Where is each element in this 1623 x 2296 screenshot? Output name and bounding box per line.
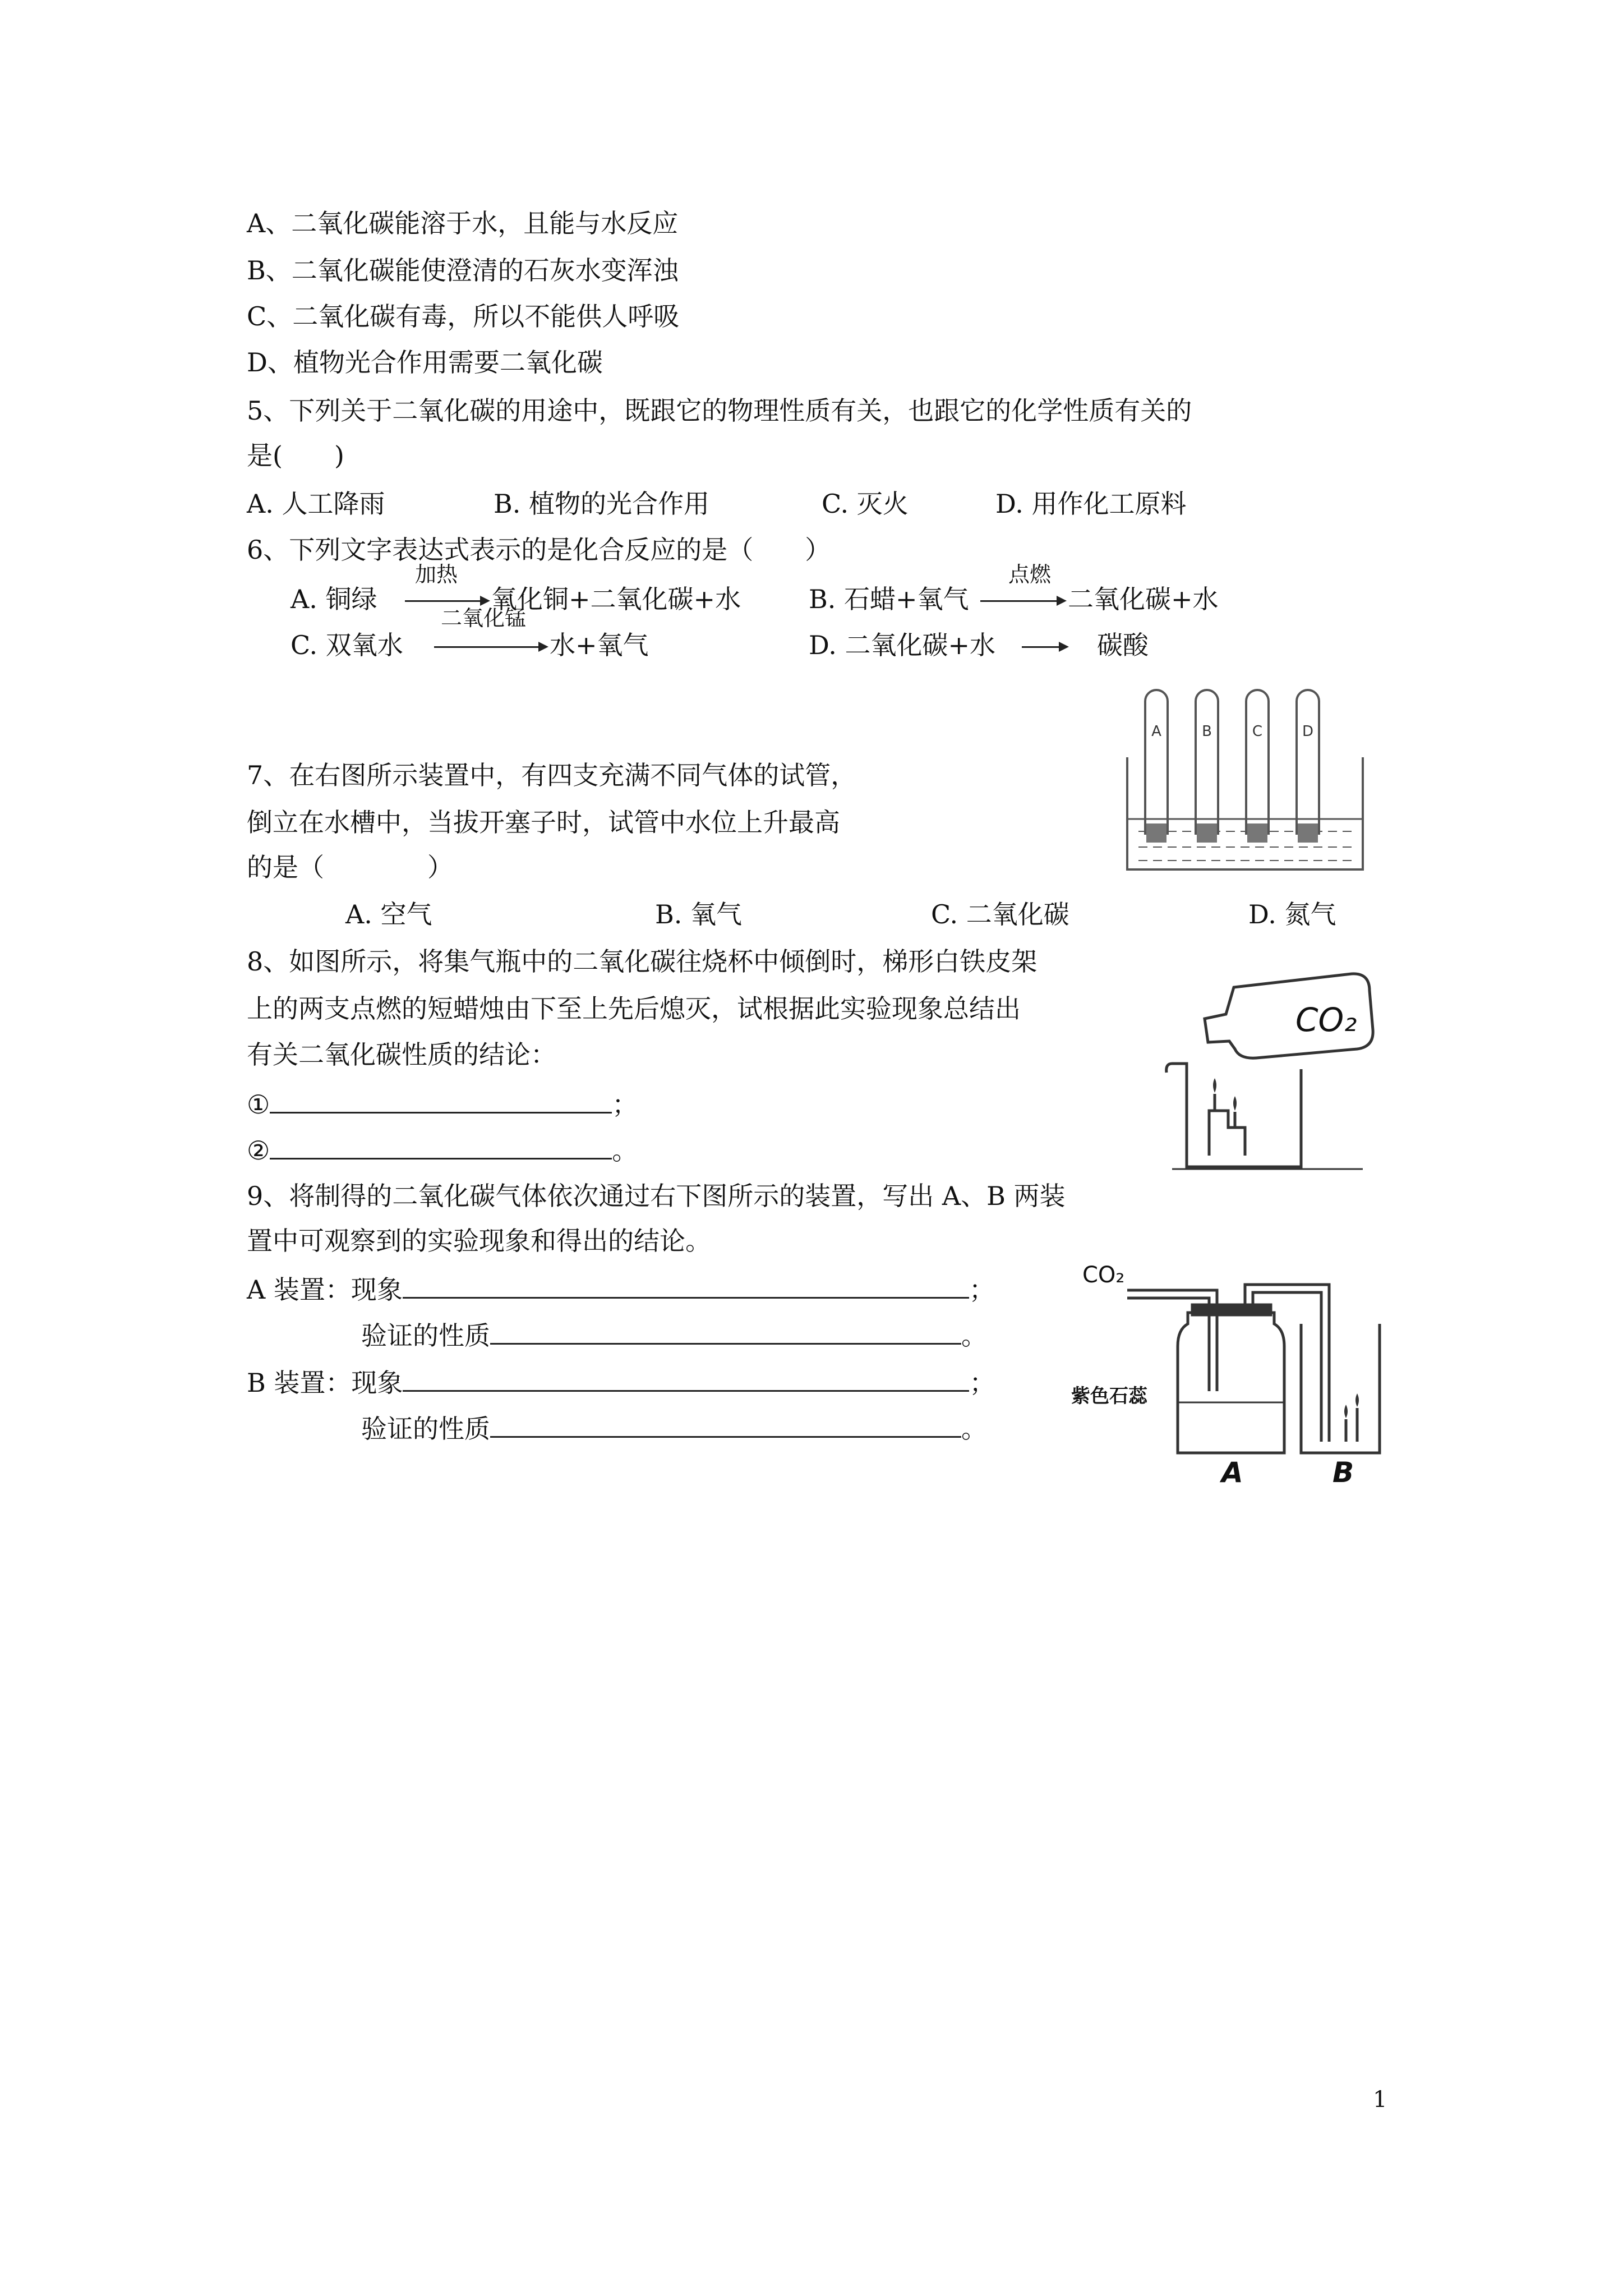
q9-fig-litmus-label: 紫色石蕊 [1071, 1385, 1147, 1407]
q8-stem-line3: 有关二氧化碳性质的结论： [247, 1039, 556, 1070]
q8-blank-1[interactable] [270, 1086, 612, 1114]
tube-label-a: A [1151, 723, 1161, 740]
page-number: 1 [1373, 2087, 1387, 2113]
q9-a-phenomenon-end: ； [969, 1274, 995, 1305]
q4-option-d: D、植物光合作用需要二氧化碳 [247, 347, 603, 378]
q7-stem-line1: 7、在右图所示装置中，有四支充满不同气体的试管， [247, 760, 857, 790]
q9-b-phenomenon-end: ； [969, 1368, 995, 1398]
q8-answer-1-marker: ① [247, 1089, 270, 1120]
q4-option-c: C、二氧化碳有毒，所以不能供人呼吸 [247, 301, 680, 332]
beaker-b-candle-high [1355, 1393, 1359, 1407]
q9-stem-line2: 置中可观察到的实验现象和得出的结论。 [247, 1226, 711, 1256]
q9-fig-co2-label: CO₂ [1082, 1262, 1125, 1288]
q5-option-b: B. 植物的光合作用 [494, 489, 710, 519]
candle-flame-high [1233, 1096, 1237, 1111]
q7-stem-line2: 倒立在水槽中，当拔开塞子时，试管中水位上升最高 [247, 807, 840, 838]
q6-stem: 6、下列文字表达式表示的是化合反应的是（ ） [247, 535, 831, 565]
q5-option-d: D. 用作化工原料 [995, 489, 1187, 519]
q9-stem-line1: 9、将制得的二氧化碳气体依次通过右下图所示的装置，写出 A、B 两装 [247, 1181, 1066, 1211]
q9-b-phenomenon-row[interactable] [247, 1364, 995, 1400]
q5-stem-line2: 是( ) [247, 440, 344, 471]
q9-fig-label-b: B [1332, 1456, 1354, 1487]
q5-option-c: C. 灭火 [822, 489, 909, 519]
tube-label-b: B [1202, 723, 1212, 740]
q8-answer-2-marker: ② [247, 1135, 270, 1166]
q8-answer-2-end: 。 [612, 1135, 638, 1166]
tube-label-d: D [1302, 723, 1314, 740]
q7-test-tube-figure [1116, 684, 1374, 875]
co2-bottle-label: CO₂ [1295, 1001, 1357, 1039]
q7-option-d: D. 氮气 [1248, 899, 1336, 930]
q6-option-c-condition: 二氧化锰 [441, 606, 527, 631]
beaker-b-candle-low [1344, 1405, 1348, 1418]
q9-a-phenomenon-row[interactable] [247, 1271, 995, 1306]
q9-b-phenomenon-label: B 装置：现象 [247, 1368, 403, 1398]
q9-a-phenomenon-label: A 装置：现象 [247, 1274, 403, 1305]
q7-option-a: A. 空气 [345, 899, 432, 930]
q6-option-c-arrow [434, 646, 546, 648]
q6-option-b-condition: 点燃 [1008, 562, 1052, 587]
q9-fig-label-a: A [1221, 1456, 1243, 1487]
q6-option-d-arrow [1022, 646, 1067, 648]
q7-option-c: C. 二氧化碳 [931, 899, 1069, 930]
q5-stem-line1: 5、下列关于二氧化碳的用途中，既跟它的物理性质有关，也跟它的化学性质有关的 [247, 395, 1192, 426]
q6-option-b-reactant: B. 石蜡+氧气 [809, 584, 969, 614]
q6-option-b-arrow [980, 600, 1064, 602]
q9-a-phenomenon-blank[interactable] [403, 1271, 969, 1299]
q9-a-property-end: 。 [961, 1320, 987, 1351]
q8-stem-line2: 上的两支点燃的短蜡烛由下至上先后熄灭，试根据此实验现象总结出 [247, 993, 1021, 1024]
q6-option-a-products: 氧化铜+二氧化碳+水 [491, 584, 741, 614]
q6-option-a-arrow [405, 600, 488, 602]
q8-answer-1-end: ； [612, 1089, 638, 1120]
q8-stem-line1: 8、如图所示，将集气瓶中的二氧化碳往烧杯中倾倒时，梯形白铁皮架 [247, 946, 1038, 977]
q6-option-a-reactant: A. 铜绿 [291, 584, 377, 614]
q9-b-property-row[interactable] [361, 1410, 987, 1446]
q6-option-d-products: 碳酸 [1097, 630, 1149, 660]
q8-pouring-figure [1161, 965, 1385, 1178]
q6-option-c-products: 水+氧气 [550, 630, 649, 660]
q6-option-c-reactant: C. 双氧水 [291, 630, 403, 660]
q9-b-property-blank[interactable] [490, 1410, 961, 1438]
q9-b-phenomenon-blank[interactable] [403, 1364, 969, 1392]
q8-answer-2[interactable] [247, 1132, 638, 1167]
q9-a-property-label: 验证的性质 [361, 1320, 490, 1351]
q5-option-a: A. 人工降雨 [247, 489, 385, 519]
tube-c-stopper [1247, 823, 1267, 843]
q4-option-b: B、二氧化碳能使澄清的石灰水变浑浊 [247, 255, 679, 286]
q9-b-property-label: 验证的性质 [361, 1414, 490, 1444]
tube-d-stopper [1298, 823, 1318, 843]
q7-option-b: B. 氧气 [655, 899, 743, 930]
tube-a-stopper [1146, 823, 1166, 843]
q8-answer-1[interactable] [247, 1086, 638, 1121]
tube-b-stopper [1197, 823, 1217, 843]
q6-option-a-condition: 加热 [415, 562, 458, 587]
q8-blank-2[interactable] [270, 1132, 612, 1159]
q4-option-a: A、二氧化碳能溶于水，且能与水反应 [247, 208, 679, 238]
candle-flame-low [1213, 1078, 1216, 1093]
q6-option-d-reactant: D. 二氧化碳+水 [809, 630, 996, 660]
q9-b-property-end: 。 [961, 1414, 987, 1444]
q6-option-b-products: 二氧化碳+水 [1068, 584, 1219, 614]
q9-a-property-row[interactable] [361, 1317, 987, 1352]
q9-apparatus-figure [1066, 1251, 1402, 1487]
q7-stem-line3: 的是（ ） [247, 852, 453, 882]
q9-a-property-blank[interactable] [490, 1317, 961, 1345]
tube-label-c: C [1252, 723, 1263, 740]
